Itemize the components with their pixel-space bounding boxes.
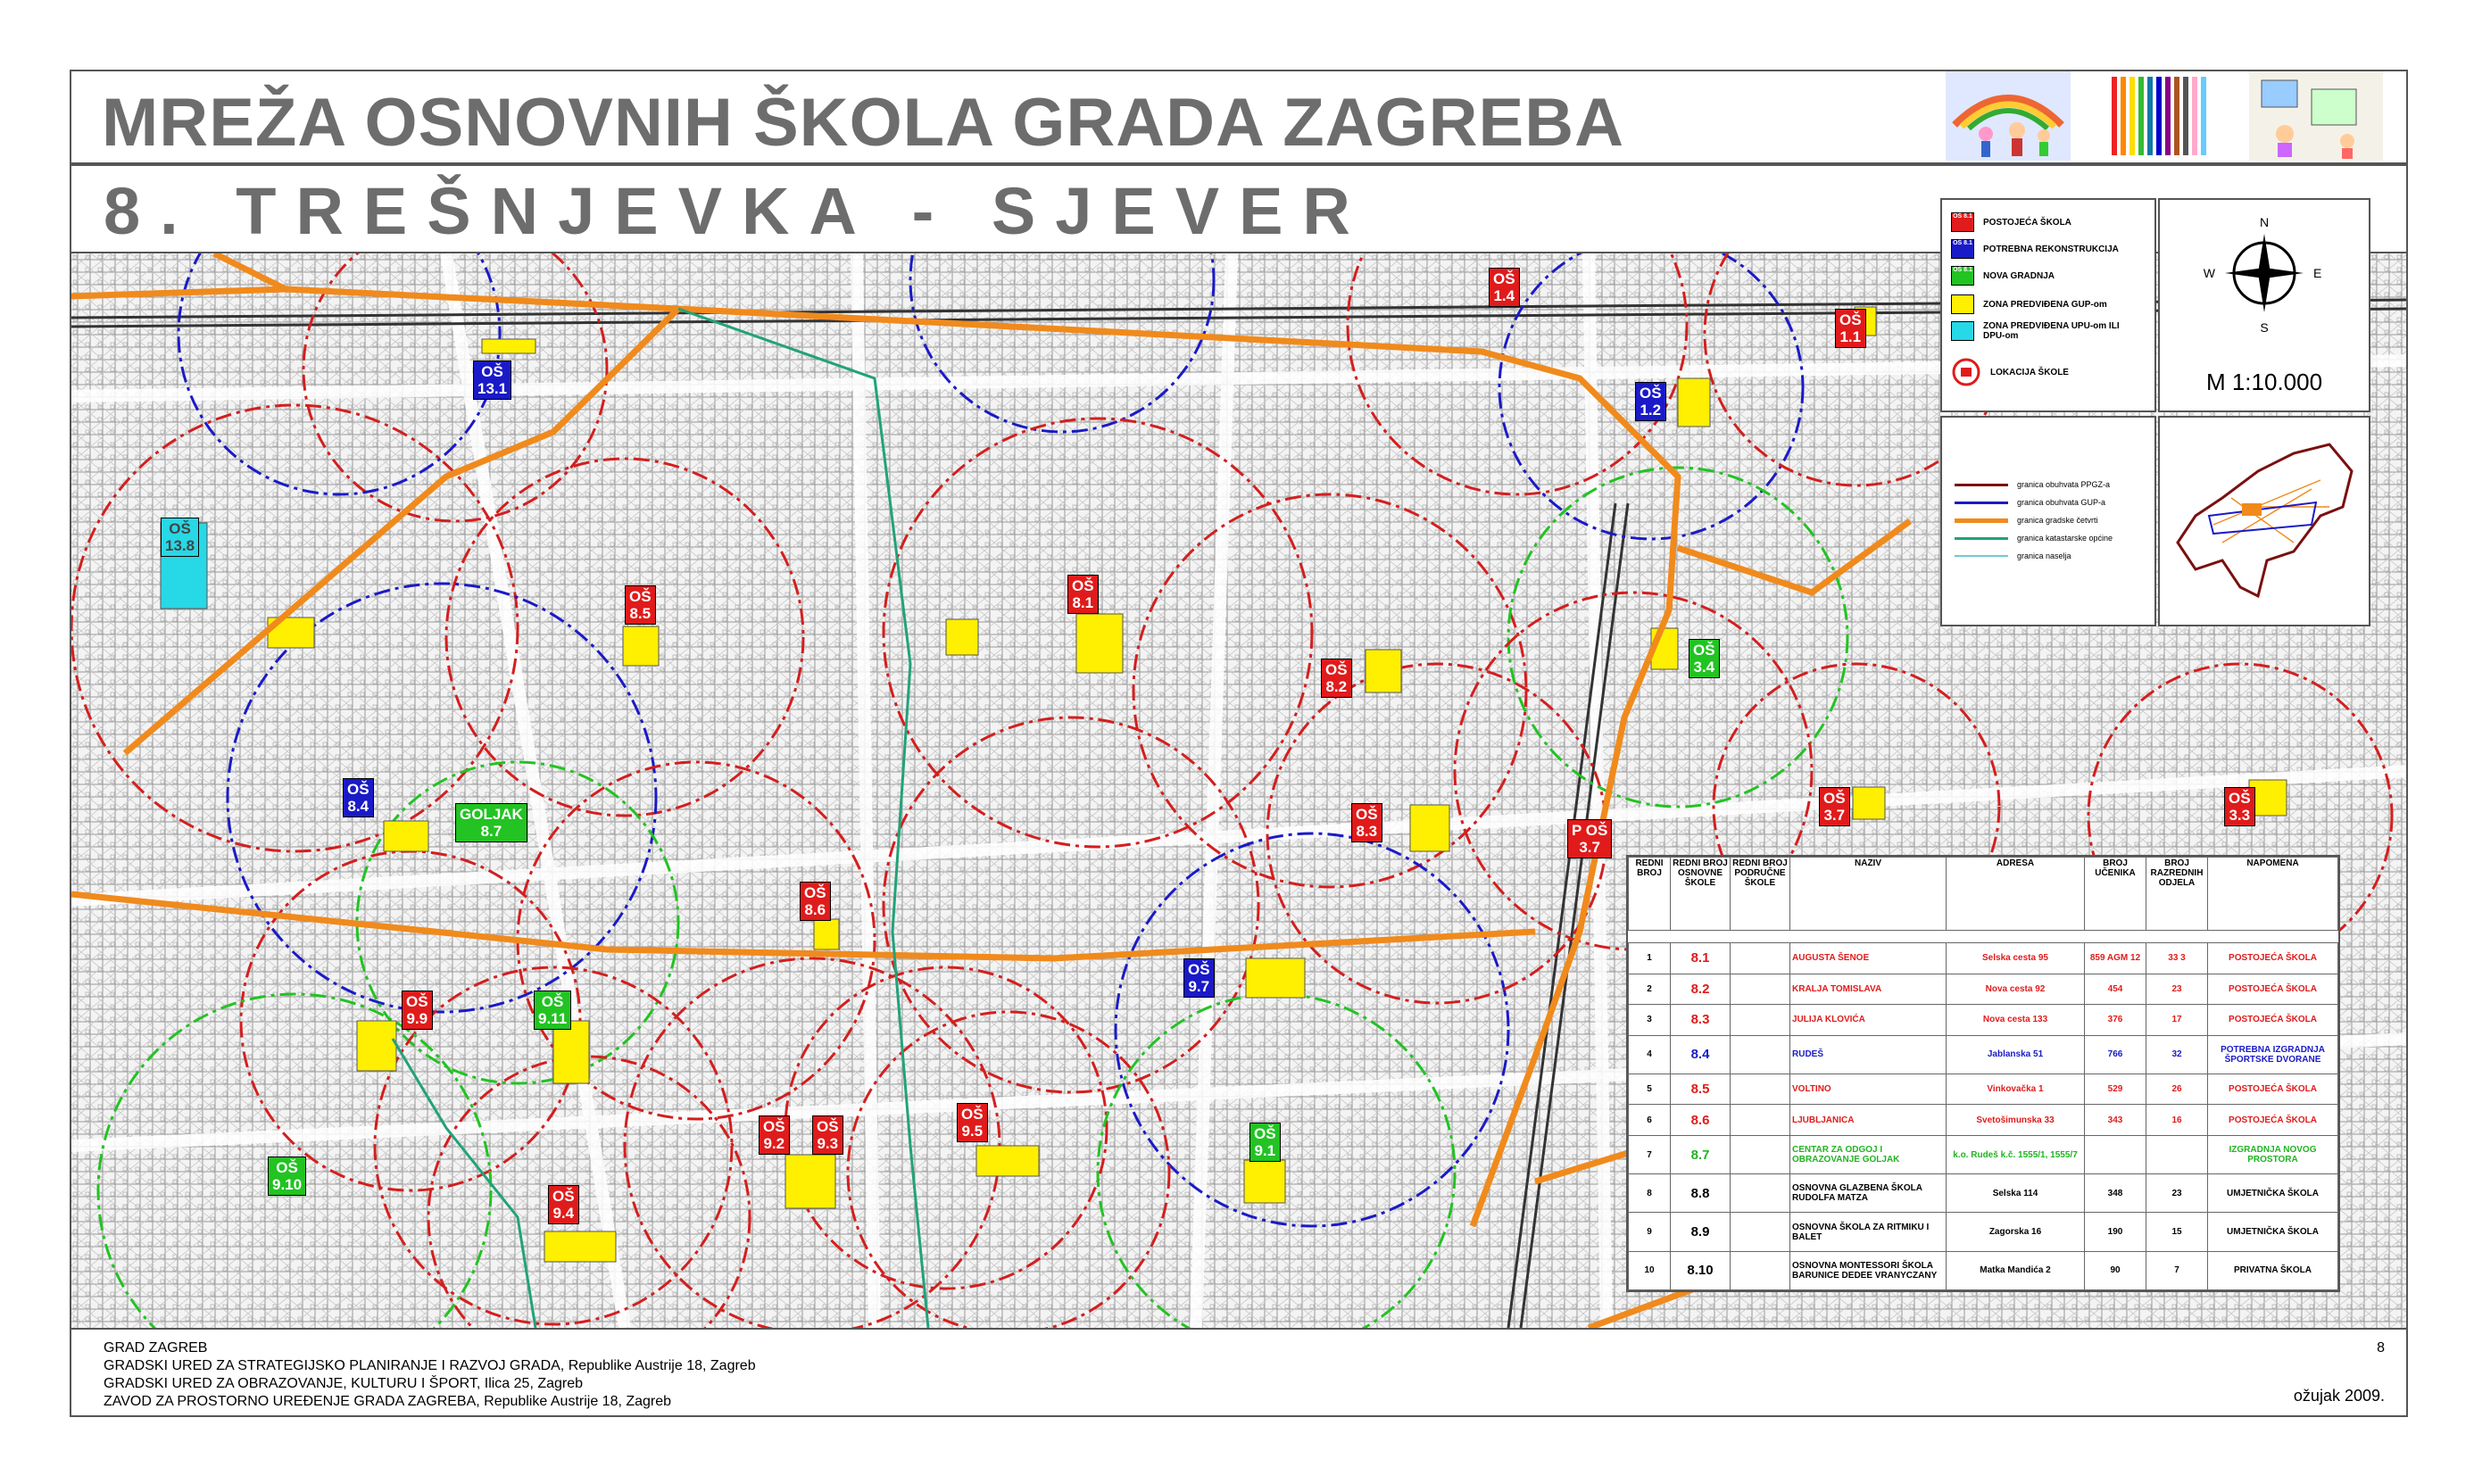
school-label-1-4[interactable] [1489, 268, 1520, 307]
cell-napomena: UMJETNIČKA ŠKOLA [2208, 1174, 2338, 1213]
cell-odjeli: 32 [2146, 1035, 2208, 1074]
cell-napomena: IZGRADNJA NOVOG PROSTORA [2208, 1136, 2338, 1174]
school-label-prefix: OŠ [347, 781, 369, 798]
school-label-number: 9.7 [1188, 978, 1210, 995]
school-label-number: 9.2 [763, 1135, 785, 1152]
legend-swatch-blue: OŠ 8.1 [1951, 239, 1974, 259]
cell-podrucna [1731, 974, 1790, 1005]
page-title: MREŽA OSNOVNIH ŠKOLA GRADA ZAGREBA [102, 85, 1624, 161]
col-broj-ucenika: BROJ UČENIKA [2085, 858, 2146, 931]
school-label-prefix: OŠ [1188, 961, 1210, 978]
school-label-8-2[interactable] [1321, 659, 1352, 698]
cell-school-code: 8.5 [1671, 1074, 1731, 1105]
table-row [1629, 1035, 2338, 1074]
cell-napomena: POSTOJEĆA ŠKOLA [2208, 1074, 2338, 1105]
cell-adresa: Matka Mandića 2 [1947, 1251, 2085, 1289]
school-label-prefix: OŠ [169, 520, 191, 537]
cell-naziv: RUDEŠ [1790, 1035, 1947, 1074]
table-header [1629, 858, 2338, 931]
cell-adresa: Vinkovačka 1 [1947, 1074, 2085, 1105]
school-label-number: 9.5 [961, 1123, 984, 1140]
line-legend-gup: granica obuhvata GUP-a [1955, 498, 2105, 507]
cell-adresa: Nova cesta 133 [1947, 1005, 2085, 1036]
school-label-9-3[interactable] [812, 1115, 843, 1155]
school-label-number: 8.7 [480, 823, 502, 840]
school-label-prefix: GOLJAK [460, 806, 523, 823]
school-label-prefix: OŠ [1254, 1125, 1276, 1142]
cell-naziv: AUGUSTA ŠENOE [1790, 943, 1947, 974]
footer-date: ožujak 2009. [2293, 1387, 2385, 1405]
cell-redni-broj: 9 [1629, 1213, 1671, 1251]
cell-school-code: 8.4 [1671, 1035, 1731, 1074]
school-location-icon [1951, 357, 1981, 387]
cell-naziv: JULIJA KLOVIĆA [1790, 1005, 1947, 1036]
col-naziv: NAZIV [1790, 858, 1947, 931]
cell-redni-broj: 4 [1629, 1035, 1671, 1074]
footer-office-education: GRADSKI URED ZA OBRAZOVANJE, KULTURU I ŠPORT, Ilica 25, Zagreb [104, 1376, 584, 1391]
school-label-prefix: OŠ [1325, 661, 1348, 678]
school-label-prefix: OŠ [1839, 311, 1862, 328]
cell-adresa: Zagorska 16 [1947, 1213, 2085, 1251]
school-label-prefix: OŠ [817, 1118, 839, 1135]
cell-podrucna [1731, 1074, 1790, 1105]
school-label-9-1[interactable] [1249, 1123, 1281, 1162]
schools-table [1626, 855, 2340, 1292]
line-legend-cadastral: granica katastarske općine [1955, 534, 2113, 543]
cell-adresa: Jablanska 51 [1947, 1035, 2085, 1074]
cell-school-code: 8.6 [1671, 1105, 1731, 1136]
col-osnovne-skole: REDNI BROJ OSNOVNE ŠKOLE [1671, 858, 1731, 931]
children-drawing-image [1946, 71, 2071, 161]
cell-podrucna [1731, 1005, 1790, 1036]
cell-ucenici: 529 [2085, 1074, 2146, 1105]
school-label-prefix: OŠ [541, 993, 564, 1010]
cell-redni-broj: 8 [1629, 1174, 1671, 1213]
school-label-8-3[interactable] [1351, 803, 1382, 842]
school-label-9-10[interactable] [268, 1157, 306, 1196]
school-label-prefix: OŠ [1072, 577, 1094, 594]
cell-napomena: POSTOJEĆA ŠKOLA [2208, 943, 2338, 974]
school-label-prefix: OŠ [1356, 806, 1378, 823]
school-label-3-7[interactable] [1567, 819, 1612, 858]
zagreb-outline-map [2160, 418, 2369, 625]
school-label-number: 9.11 [538, 1010, 568, 1027]
cell-ucenici: 859 AGM 12 [2085, 943, 2146, 974]
line-legend-settlement: granica naselja [1955, 551, 2071, 560]
footer-office-planning: GRADSKI URED ZA STRATEGIJSKO PLANIRANJE I RAZVOJ GRADA, Republike Austrije 18, Zagreb [104, 1358, 756, 1373]
cell-podrucna [1731, 1213, 1790, 1251]
cell-redni-broj: 10 [1629, 1251, 1671, 1289]
school-label-prefix: OŠ [629, 588, 652, 605]
table-row [1629, 1213, 2338, 1251]
legend-swatch-green: OŠ 8.1 [1951, 266, 1974, 286]
compass-w: W [2203, 266, 2215, 280]
school-label-number: 8.2 [1325, 678, 1348, 695]
cell-podrucna [1731, 1105, 1790, 1136]
school-label-number: 8.5 [629, 605, 652, 622]
cell-podrucna [1731, 1174, 1790, 1213]
cell-ucenici: 343 [2085, 1105, 2146, 1136]
school-label-number: 1.4 [1493, 287, 1515, 304]
cell-redni-broj: 1 [1629, 943, 1671, 974]
school-label-number: 13.8 [165, 537, 195, 554]
cell-adresa: Nova cesta 92 [1947, 974, 2085, 1005]
school-label-number: 9.4 [552, 1205, 575, 1222]
cell-odjeli: 7 [2146, 1251, 2208, 1289]
table-row [1629, 1005, 2338, 1036]
cell-odjeli: 15 [2146, 1213, 2208, 1251]
school-label-3-4[interactable] [1689, 639, 1720, 678]
cell-naziv: KRALJA TOMISLAVA [1790, 974, 1947, 1005]
table-row [1629, 1105, 2338, 1136]
cell-ucenici: 190 [2085, 1213, 2146, 1251]
legend-panel [1940, 198, 2156, 412]
cell-school-code: 8.3 [1671, 1005, 1731, 1036]
school-label-8-4[interactable] [343, 778, 374, 817]
school-label-prefix: OŠ [961, 1106, 984, 1123]
cell-odjeli: 26 [2146, 1074, 2208, 1105]
line-legend-panel [1940, 416, 2156, 626]
cell-napomena: POSTOJEĆA ŠKOLA [2208, 1005, 2338, 1036]
footer-institute: ZAVOD ZA PROSTORNO UREĐENJE GRADA ZAGREBA, Republike Austrije 18, Zagreb [104, 1394, 672, 1409]
table-row [1629, 1074, 2338, 1105]
col-razredni-odjeli: BROJ RAZREDNIH ODJELA [2146, 858, 2208, 931]
school-label-number: 9.10 [272, 1176, 303, 1193]
table-row [1629, 974, 2338, 1005]
col-adresa: ADRESA [1947, 858, 2085, 931]
cell-napomena: UMJETNIČKA ŠKOLA [2208, 1213, 2338, 1251]
cell-redni-broj: 2 [1629, 974, 1671, 1005]
cell-podrucna [1731, 1251, 1790, 1289]
cell-naziv: CENTAR ZA ODGOJ I OBRAZOVANJE GOLJAK [1790, 1136, 1947, 1174]
cell-podrucna [1731, 1035, 1790, 1074]
legend-location: LOKACIJA ŠKOLE [1951, 357, 2069, 387]
cell-redni-broj: 7 [1629, 1136, 1671, 1174]
cell-school-code: 8.7 [1671, 1136, 1731, 1174]
legend-swatch-red: OŠ 8.1 [1951, 212, 1974, 232]
school-label-prefix: P OŠ [1572, 822, 1608, 839]
school-label-prefix: OŠ [804, 884, 826, 901]
col-napomena: NAPOMENA [2208, 858, 2338, 931]
legend-swatch-yellow [1951, 294, 1974, 314]
footer [70, 1328, 2408, 1417]
legend-swatch-cyan [1951, 321, 1974, 341]
school-label-number: 9.9 [406, 1010, 428, 1027]
legend-reconstruction: OŠ 8.1 POTREBNA REKONSTRUKCIJA [1951, 239, 2119, 259]
cell-odjeli: 17 [2146, 1005, 2208, 1036]
school-label-3-7[interactable] [1819, 787, 1850, 826]
cell-adresa: k.o. Rudeš k.č. 1555/1, 1555/7 [1947, 1136, 2085, 1174]
legend-upu-zone: ZONA PREDVIĐENA UPU-om ILI DPU-om [1951, 321, 2135, 341]
cell-school-code: 8.10 [1671, 1251, 1731, 1289]
school-label-9-9[interactable] [402, 991, 433, 1030]
school-label-prefix: OŠ [1693, 642, 1715, 659]
cell-school-code: 8.1 [1671, 943, 1731, 974]
school-label-number: 8.1 [1072, 594, 1094, 611]
footer-city: GRAD ZAGREB [104, 1340, 208, 1355]
cell-odjeli: 16 [2146, 1105, 2208, 1136]
cell-ucenici: 454 [2085, 974, 2146, 1005]
school-label-number: 1.2 [1640, 402, 1662, 419]
legend-gup-zone: ZONA PREDVIĐENA GUP-om [1951, 294, 2107, 314]
school-label-number: 3.3 [2229, 807, 2251, 824]
cell-odjeli: 23 [2146, 974, 2208, 1005]
cell-school-code: 8.9 [1671, 1213, 1731, 1251]
table-row [1629, 1251, 2338, 1289]
school-label-prefix: OŠ [763, 1118, 785, 1135]
page-number: 8 [2377, 1340, 2385, 1355]
cell-odjeli: 23 [2146, 1174, 2208, 1213]
map-scale: M 1:10.000 [2205, 369, 2323, 395]
cell-odjeli: 33 3 [2146, 943, 2208, 974]
school-label-9-5[interactable] [957, 1103, 988, 1142]
school-label-1-1[interactable] [1835, 309, 1866, 348]
cell-redni-broj: 6 [1629, 1105, 1671, 1136]
school-label-prefix: OŠ [552, 1188, 575, 1205]
cell-naziv: OSNOVNA MONTESSORI ŠKOLA BARUNICE DEDEE VRANYCZANY [1790, 1251, 1947, 1289]
classroom-drawing-image [2249, 71, 2383, 161]
cell-naziv: VOLTINO [1790, 1074, 1947, 1105]
legend-new: OŠ 8.1 NOVA GRADNJA [1951, 266, 2055, 286]
table-row [1629, 1174, 2338, 1213]
city-overview-minimap [2158, 416, 2370, 626]
compass-e: E [2313, 266, 2322, 280]
cell-podrucna [1731, 943, 1790, 974]
compass-n: N [2259, 215, 2270, 229]
table-row [1629, 943, 2338, 974]
school-label-prefix: OŠ [1640, 385, 1662, 402]
compass-panel [2158, 198, 2370, 412]
line-legend-district: granica gradske četvrti [1955, 516, 2098, 525]
school-label-number: 13.1 [477, 380, 508, 397]
north-arrow-icon [2160, 200, 2369, 361]
cell-napomena: POSTOJEĆA ŠKOLA [2208, 1105, 2338, 1136]
school-label-number: 9.1 [1254, 1142, 1276, 1159]
school-label-13-1[interactable] [473, 361, 511, 400]
title-bar [70, 70, 2408, 164]
school-label-number: 3.7 [1823, 807, 1846, 824]
school-label-9-2[interactable] [759, 1115, 790, 1155]
col-podrucne-skole: REDNI BROJ PODRUČNE ŠKOLE [1731, 858, 1790, 931]
cell-ucenici [2085, 1136, 2146, 1174]
school-label-prefix: OŠ [2229, 790, 2251, 807]
school-label-8-1[interactable] [1067, 575, 1099, 614]
school-label-8-5[interactable] [625, 585, 656, 625]
school-label-number: 1.1 [1839, 328, 1862, 345]
line-legend-ppgz: granica obuhvata PPGZ-a [1955, 480, 2110, 489]
cell-redni-broj: 3 [1629, 1005, 1671, 1036]
school-label-9-4[interactable] [548, 1185, 579, 1224]
cell-naziv: OSNOVNA ŠKOLA ZA RITMIKU I BALET [1790, 1213, 1947, 1251]
school-label-prefix: OŠ [481, 363, 503, 380]
cell-ucenici: 348 [2085, 1174, 2146, 1213]
school-label-prefix: OŠ [1493, 270, 1515, 287]
district-title: 8. TREŠNJEVKA - SJEVER [104, 174, 1370, 248]
school-label-number: 3.7 [1579, 839, 1600, 856]
pencils-image [2106, 71, 2213, 161]
cell-ucenici: 376 [2085, 1005, 2146, 1036]
table-body [1629, 943, 2338, 1290]
legend-existing: OŠ 8.1 POSTOJEĆA ŠKOLA [1951, 212, 2071, 232]
school-label-number: 8.6 [804, 901, 826, 918]
cell-school-code: 8.2 [1671, 974, 1731, 1005]
cell-ucenici: 90 [2085, 1251, 2146, 1289]
school-label-13-8[interactable] [161, 518, 199, 557]
school-label-9-11[interactable] [534, 991, 571, 1030]
school-label-number: 9.3 [817, 1135, 839, 1152]
school-label-8-7[interactable] [455, 803, 527, 842]
table-row [1629, 1136, 2338, 1174]
compass-s: S [2260, 320, 2269, 335]
cell-napomena: PRIVATNA ŠKOLA [2208, 1251, 2338, 1289]
cell-adresa: Selska cesta 95 [1947, 943, 2085, 974]
cell-odjeli [2146, 1136, 2208, 1174]
cell-napomena: POTREBNA IZGRADNJA ŠPORTSKE DVORANE [2208, 1035, 2338, 1074]
school-label-prefix: OŠ [1823, 790, 1846, 807]
cell-adresa: Selska 114 [1947, 1174, 2085, 1213]
cell-naziv: OSNOVNA GLAZBENA ŠKOLA RUDOLFA MATZA [1790, 1174, 1947, 1213]
cell-napomena: POSTOJEĆA ŠKOLA [2208, 974, 2338, 1005]
cell-adresa: Svetošimunska 33 [1947, 1105, 2085, 1136]
cell-ucenici: 766 [2085, 1035, 2146, 1074]
school-label-prefix: OŠ [406, 993, 428, 1010]
school-label-number: 3.4 [1693, 659, 1715, 676]
school-label-3-3[interactable] [2224, 787, 2255, 826]
cell-redni-broj: 5 [1629, 1074, 1671, 1105]
cell-podrucna [1731, 1136, 1790, 1174]
cell-school-code: 8.8 [1671, 1174, 1731, 1213]
school-label-8-6[interactable] [800, 882, 831, 921]
school-label-number: 8.3 [1356, 823, 1378, 840]
school-label-9-7[interactable] [1183, 958, 1215, 998]
cell-naziv: LJUBLJANICA [1790, 1105, 1947, 1136]
school-label-prefix: OŠ [276, 1159, 298, 1176]
col-redni-broj: REDNI BROJ [1629, 858, 1671, 931]
school-label-1-2[interactable] [1635, 382, 1666, 421]
school-label-number: 8.4 [347, 798, 369, 815]
